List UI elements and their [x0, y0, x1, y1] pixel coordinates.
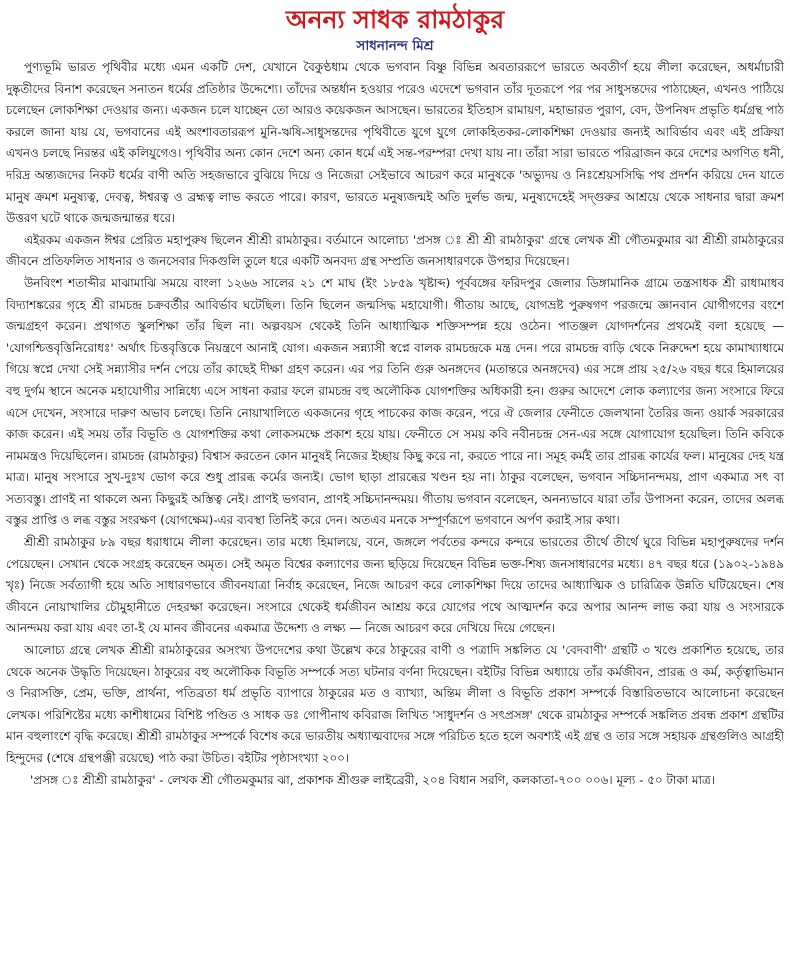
article-title: অনন্য সাধক রামঠাকুর	[285, 5, 505, 34]
paragraph-1: পুণ্যভূমি ভারত পৃথিবীর মধ্যে এমন একটি দেশ, যেখানে বৈকুণ্ঠধাম থেকে ভগবান বিষ্ণু বিভিন্ন অবতাররূপে ভারতে অবতীর্ণ হয়ে লীলা করেছেন, অধর্মাচারী দুষ্কৃতীদের বিনাশ করেছেন সনাতন ধর্মের প্রতিষ্ঠার উদ্দেশ্যে। তাঁদের অন্তর্ধান হওয়ার পরেও এদেশে ভগবান তাঁর দূতরূপে পর পর সাধুসন্তদের পাঠাচ্ছেন, এখনও পাঠিয়ে চলেছেন লোকশিক্ষা দেওয়ার জন্য। একজন চলে যাচ্ছেন তো আরও কয়েকজন আসছেন। ভারতের ইতিহাস রামায়ণ, মহাভারত পুরাণ, বেদ, উপনিষদ প্রভৃতি ধর্মগ্রন্থ পাঠ করলে জানা যায় যে, ভগবানের এই অংশাবতাররূপ মুনি-ঋষি-সাধুসন্তদের পৃথিবীতে যুগে যুগে লোকহিতকর-লোকশিক্ষা দেওয়ার জন্যই আবির্ভাব এবং এই প্রক্রিয়া এখনও চলছে নিরন্তর এই কলিযুগেও। পৃথিবীর অন্য কোন দেশে অন্য কোন ধর্মে এই সন্ত-পরম্পরা দেখা যায় না। তাঁরা সারা ভারতে পরিব্রাজন করে দেশের অগণিত ধনী, দরিদ্র অন্ত্যজদের নিকট ধর্মের বাণী অতি সহজভাবে বুঝিয়ে দিয়ে ও নিজেরা সেইভাবে আচরণ করে মানুষকে 'অভ্যুদয় ও নিঃশ্রেয়সসিদ্ধি পথ প্রদর্শন করিয়ে দেন যাতে মানুষ ক্রমশ মনুষ্যত্ব, দেবত্ব, ঈশ্বরত্ব ও ব্রহ্মত্ব লাভ করতে পারে। কারণ, ভারতে মনুষ্যজন্মই অতি দুর্লভ জন্ম, মনুষ্যদেহেই সদ্গুরুর আশ্রয়ে থেকে সাধনার দ্বারা ক্রমশ উত্তরণ ঘটে থাকে জন্মজন্মান্তর ধরে।	[6, 60, 784, 226]
paragraph-4: শ্রীশ্রী রামঠাকুর ৮৯ বছর ধরাধামে লীলা করেছেন। তার মধ্যে হিমালয়ে, বনে, জঙ্গলে পর্বতের কন্দরে কন্দরে ভারতের তীর্থে তীর্থে ঘুরে বিভিন্ন মহাপুরুষদের দর্শন পেয়েছেন। সেখান থেকে সংগ্রহ করেছেন অমৃত। সেই অমৃত বিশ্বের কল্যাণের জন্য ছড়িয়ে দিয়েছেন বিভিন্ন ভক্ত-শিষ্য জনসাধারণের মধ্যে। ৪৭ বছর ধরে (১৯০২-১৯৪৯ খৃঃ) নিজে সর্বত্যাগী হয়ে অতি সাধারণভাবে জীবনযাত্রা নির্বাহ করেছেন, নিজে আচরণ করে লোকশিক্ষা দিয়ে তাদের আধ্যাত্মিক ও চারিত্রিক উন্নতি ঘটিয়েছেন। শেষ জীবনে নোয়াখালির চৌমুহানীতে দেহরক্ষা করেছেন। সংসারে থেকেই ধর্মজীবন আশ্রয় করে যোগের পথে আত্মদর্শন করে অপার আনন্দ লাভ করা যায় ও সংসারকে আনন্দময় করা যায় এবং তা-ই যে মানব জীবনের একমাত্র উদ্দেশ্য ও লক্ষ্য — নিজে আচরণ করে দেখিয়ে দিয়ে গেছেন।	[6, 535, 784, 636]
paragraph-5: আলোচ্য গ্রন্থে লেখক শ্রীশ্রী রামঠাকুরের অসংখ্য উপদেশের কথা উল্লেখ করে ঠাকুরের বাণী ও পত্রাদি সঙ্কলিত যে 'বেদবাণী' গ্রন্থটি ৩ খণ্ডে প্রকাশিত হয়েছে, তার থেকে অনেক উদ্ধৃতি দিয়েছেন। ঠাকুরের বহু অলৌকিক বিভূতি সম্পর্কে সত্য ঘটনার বর্ণনা দিয়েছেন। বইটির বিভিন্ন অধ্যায়ে তাঁর কর্মজীবন, প্রারব্ধ ও কর্ম, কর্তৃত্বাভিমান ও নিরাসক্তি, প্রেম, ভক্তি, প্রার্থনা, পতিব্রতা ধর্ম প্রভৃতি ব্যাপারে ঠাকুরের মত ও ব্যাখ্যা, অন্তিম লীলা ও বিভূতি প্রকাশ সম্পর্কে বিস্তারিতভাবে আলোচনা করেছেন লেখক। পরিশিষ্টের মধ্যে কাশীধামের বিশিষ্ট পণ্ডিত ও সাধক ডঃ গোপীনাথ কবিরাজ লিখিত 'সাধুদর্শন ও সৎপ্রসঙ্গ' থেকে রামঠাকুর সম্পর্কে সঙ্কলিত প্রবন্ধ প্রকাশ গ্রন্থটির মান বহুলাংশে বৃদ্ধি করেছে। শ্রীশ্রী রামঠাকুর সম্পর্কে বিশেষ করে ভারতীয় অধ্যাত্মবাদের সঙ্গে পরিচিত হতে হলে অবশ্যই এই গ্রন্থ ও তার সঙ্গে সহায়ক গ্রন্থগুলিও আগ্রহী হিন্দুদের (শেষে গ্রন্থপঞ্জী রয়েছে) পাঠ করা উচিত। বইটির পৃষ্ঠাসংখ্যা ২০০।	[6, 643, 784, 765]
article-author: সাধনানন্দ মিশ্র	[356, 38, 434, 54]
paragraph-2: এইরকম একজন ঈশ্বর প্রেরিত মহাপুরুষ ছিলেন শ্রীশ্রী রামঠাকুর। বর্তমানে আলোচ্য 'প্রসঙ্গ ঃ শ্রী শ্রী রামঠাকুর' গ্রন্থে লেখক শ্রী গৌতমকুমার ঝা শ্রীশ্রী রামঠাকুরের জীবনে প্রতিফলিত সাধনার ও জনসেবার দিকগুলি তুলে ধরে একটি অনবদ্য গ্রন্থ সম্প্রতি জনসাধারণকে উপহার দিয়েছেন।	[6, 232, 784, 269]
paragraph-3: উনবিংশ শতাব্দীর মাঝামাঝি সময়ে বাংলা ১২৬৬ সালের ২১ শে মাঘ (ইং ১৮৫৯ খৃষ্টাব্দ) পূর্ববঙ্গের ফরিদপুর জেলার ডিঙ্গামানিক গ্রামে তন্ত্রসাধক শ্রী রাধামাধব বিদ্যাশঙ্করের গৃহে শ্রী রামচন্দ্র চক্রবর্তীর আবির্ভাব ঘটেছিল। তিনি ছিলেন জন্মসিদ্ধ মহাযোগী। গীতায় আছে, যোগভ্রষ্ট পুরুষগণ পরজন্মে জ্ঞানবান যোগীগণের বংশে জন্মগ্রহণ করেন। প্রথাগত স্কুলশিক্ষা তাঁর ছিল না। অল্পবয়স থেকেই তিনি আধ্যাত্মিক শক্তিসম্পন্ন হয়ে ওঠেন। পাতঞ্জল যোগদর্শনের প্রথমেই বলা হয়েছে — 'যোগশ্চিত্তবৃত্তিনিরোধঃ' অর্থাৎ চিত্তবৃত্তিকে নিয়ন্ত্রণে আনাই যোগ। একজন সন্ন্যাসী স্বপ্নে বালক রামচন্দ্রকে মন্ত্র দেন। পরে রামচন্দ্র বাড়ি থেকে নিরুদ্দেশ হয়ে কামাখ্যাধামে গিয়ে স্বপ্নে দেখা সেই সন্ন্যাসীর দর্শন পেয়ে তাঁর কাছেই দীক্ষা গ্রহণ করেন। এর পর তিনি গুরু অনঙ্গদেব (মতান্তরে অনঙ্গদেব) এর সঙ্গে প্রায় ২৫/২৬ বছর ধরে হিমালয়ের বহু দুর্গম স্থানে অনেক মহাযোগীর সান্নিধ্যে এসে সাধনা করার ফলে রামচন্দ্র বহু অলৌকিক যোগশক্তির অধিকারী হন। গুরুর আদেশে লোক কল্যাণের জন্য সংসারে ফিরে এসে দেখেন, সংসারে দারুণ অভাব চলছে। তিনি নোয়াখালিতে একজনের গৃহে পাচকের কাজ করেন, পরে ঐ জেলার ফেনীতে জেলখানা তৈরির জন্য ওয়ার্ক সরকারের কাজ করেন। এই সময় তাঁর বিভূতি ও যোগশক্তির কথা লোকসমক্ষে প্রকাশ হয়ে যায়। ফেনীতে সে সময় কবি নবীনচন্দ্র সেন-এর সঙ্গে যোগাযোগ হয়েছিল। তিনি কবিকে নামমন্ত্রও দিয়েছিলেন। রামচন্দ্র (রামঠাকুর) বিশ্বাস করতেন কোন মানুষই নিজের ইচ্ছায় কিছু করে না, করতে পারে না। সমূহ কর্মই তার প্রারব্ধ কার্যের ফল। মানুষের দেহ যন্ত্র মাত্র। মানুষ সংসারে সুখ-দুঃখ ভোগ করে শুধু প্রারব্ধ কর্মের জন্যই। ভোগ ছাড়া প্রারব্ধের খণ্ডন হয় না। ঠাকুর বলেছেন, ভগবান সচ্চিদানন্দময়, প্রাণ একমাত্র সৎ বা সত্যবস্তু। প্রাণই না থাকলে অন্য কিছুরই অস্তিত্ব নেই। প্রাণই ভগবান, প্রাণই সচ্চিদানন্দময়। গীতায় ভগবান বলেছেন, অনন্যভাবে যারা তাঁর উপাসনা করেন, তাদের অলব্ধ বস্তুর প্রাপ্তি ও লব্ধ বস্তুর সংরক্ষণ (যোগক্ষেম)-এর ব্যবস্থা তিনিই করে দেন। অতএব মনকে সম্পূর্ণরূপে ভগবানে অর্পণ করাই সার কথা।	[6, 275, 784, 528]
book-details-footer: 'প্রসঙ্গ ঃ শ্রীশ্রী রামঠাকুর' - লেখক শ্রী গৌতমকুমার ঝা, প্রকাশক শ্রীগুরু লাইব্রেরী, ২০৪ বিধান সরণি, কলকাতা-৭০০ ০০৬। মূল্য - ৫০ টাকা মাত্র।	[30, 772, 715, 787]
